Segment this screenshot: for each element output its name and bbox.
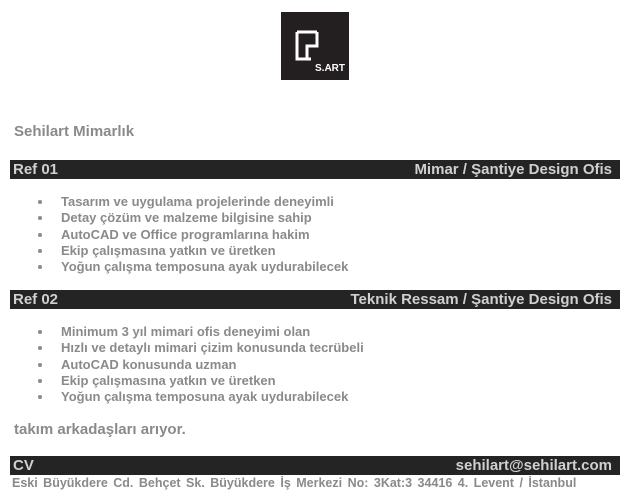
list-item: Tasarım ve uygulama projelerinde deneyimli	[38, 194, 348, 210]
list-item: AutoCAD konusunda uzman	[38, 357, 364, 373]
list-item: Detay çözüm ve malzeme bilgisine sahip	[38, 210, 348, 226]
job-ref: Ref 02	[13, 291, 59, 308]
cv-label: CV	[13, 457, 34, 474]
footer-bar	[10, 456, 620, 475]
bullet-icon	[38, 346, 42, 350]
job-header-ref-01	[10, 160, 620, 179]
bullet-icon	[38, 265, 42, 269]
closing-text: takım arkadaşları arıyor.	[14, 421, 186, 438]
job-title: Teknik Ressam / Şantiye Design Ofis	[350, 291, 612, 308]
bullet-icon	[38, 216, 42, 220]
list-item: AutoCAD ve Office programlarına hakim	[38, 227, 348, 243]
bullet-icon	[38, 379, 42, 383]
list-item: Ekip çalışmasına yatkın ve üretken	[38, 373, 364, 389]
company-name: Sehilart Mimarlık	[14, 123, 135, 140]
sart-logo-mark-icon	[281, 12, 349, 80]
bullet-icon	[38, 395, 42, 399]
bullet-icon	[38, 330, 42, 334]
logo-text: S.ART	[315, 63, 345, 74]
list-item: Ekip çalışmasına yatkın ve üretken	[38, 243, 348, 259]
job-title: Mimar / Şantiye Design Ofis	[414, 161, 612, 178]
job-requirements-ref-02	[38, 324, 364, 405]
bullet-icon	[38, 363, 42, 367]
job-header-ref-02	[10, 290, 620, 309]
email-link[interactable]: sehilart@sehilart.com	[455, 457, 612, 474]
address-text: Eski Büyükdere Cd. Behçet Sk. Büyükdere İş Merkezi No: 3Kat:3 34416 4. Levent / İstanbul	[12, 476, 577, 490]
bullet-icon	[38, 233, 42, 237]
job-requirements-ref-01	[38, 194, 348, 275]
list-item: Yoğun çalışma temposuna ayak uydurabilecek	[38, 259, 348, 275]
list-item: Hızlı ve detaylı mimari çizim konusunda tecrübeli	[38, 340, 364, 356]
list-item: Minimum 3 yıl mimari ofis deneyimi olan	[38, 324, 364, 340]
bullet-icon	[38, 200, 42, 204]
list-item: Yoğun çalışma temposuna ayak uydurabilecek	[38, 389, 364, 405]
job-ref: Ref 01	[13, 161, 59, 178]
bullet-icon	[38, 249, 42, 253]
company-logo	[281, 12, 349, 80]
